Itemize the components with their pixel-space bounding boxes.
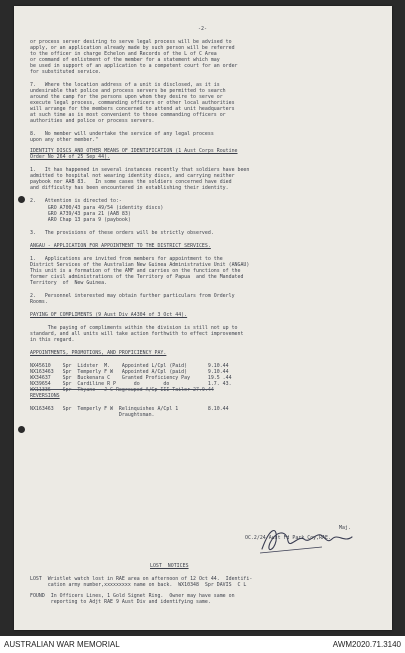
signature-unit: OC.2/24 Aust Fd Park Coy,RAE.	[245, 535, 331, 541]
section-heading-identity-discs-ref: Order No 264 of 25 Sep 44).	[30, 154, 111, 160]
appointment-row: NX163463 Spr Temperly F W Appointed A/Cpl (paid) 9.10.44	[30, 369, 229, 375]
text-line: 3. The provisions of these orders will be strictly observed.	[30, 230, 214, 236]
text-line: authorities and police or process servers.	[30, 118, 155, 124]
text-line: District Services of the Australian New Guinea Administrative Unit (ANGAU)	[30, 262, 250, 268]
text-line: or process server desiring to serve legal process will be advised to	[30, 39, 232, 45]
lost-notice-cont: cation army number,xxxxxxxxx name on back. WX10348 Spr DAVIS C L	[30, 582, 247, 588]
reversion-row-cont: Draughtsman.	[30, 412, 155, 418]
appointment-row: WX34637 Spr Buckenara C Granted Proficiency Pay 19.5 .44	[30, 375, 232, 381]
text-line: 2. Personnel interested may obtain further particulars from Orderly	[30, 293, 235, 299]
text-line: paybook nor AAB 83. In some cases the soldiers concerned have died	[30, 179, 232, 185]
section-heading-lost-notices: LOST NOTICES	[150, 563, 189, 569]
text-line: execute legal process, commanding officers or other local authorities	[30, 100, 235, 106]
text-line: Territory of New Guinea.	[30, 280, 108, 286]
text-line: be used in support of an application to a competent court for an order	[30, 63, 238, 69]
text-line: undesirable that police and process servers be permitted to search	[30, 88, 226, 94]
text-line: 7. Where the location address of a unit is disclosed, as it is	[30, 82, 220, 88]
punch-hole	[18, 196, 25, 203]
section-heading-identity-discs: IDENTITY DISCS AND OTHER MEANS OF IDENTIFICATION (1 Aust Corps Routine	[30, 148, 238, 154]
text-line: for substituted service.	[30, 69, 102, 75]
appointment-row: NX39654 Spr Cardiline R P do do 1.7. 43.	[30, 381, 232, 387]
appointment-row: NX45610 Spr Lidster M. Appointed L/Cpl (Paid) 9.10.44	[30, 363, 229, 369]
text-line: This unit is a formation of the AMF and carries on the functions of the	[30, 268, 241, 274]
lost-notice: LOST Wristlet watch lost in RAE area on afternoon of 12 Oct 44. Identifi-	[30, 576, 253, 582]
found-notice: FOUND In Officers Lines, 1 Gold Signet Ring. Owner may have same on	[30, 593, 235, 599]
text-line: admitted to hospital not wearing identity discs, and carrying neither	[30, 173, 235, 179]
reversion-row: NX163463 Spr Temperly F W Relinquishes A/Cpl 1 8.10.44	[30, 406, 229, 412]
found-notice-cont: reporting to Adjt RAE 9 Aust Div and identifying same.	[30, 599, 211, 605]
text-line: in this regard.	[30, 337, 75, 343]
section-heading-angau: ANGAU - APPLICATION FOR APPOINTMENT TO THE DISTRICT SERVICES.	[30, 243, 211, 249]
text-line: 2. Attention is directed to:-	[30, 198, 122, 204]
footer-accession-number: AWM2020.71.3140	[332, 640, 401, 649]
text-line: standard, and all units will take action forthwith to effect improvement	[30, 331, 244, 337]
text-line: upon any other member."	[30, 137, 99, 143]
text-line: ARO Chap 13 para 9 (paybook)	[30, 217, 131, 223]
text-line: The paying of compliments within the division is still not up to	[30, 325, 238, 331]
section-heading-reversions: REVERSIONS	[30, 393, 60, 399]
text-line: at such time as is most convenient to those commanding officers or	[30, 112, 226, 118]
text-line: will arrange for the members concerned to attend at unit headquarters	[30, 106, 235, 112]
section-heading-compliments: PAYING OF COMPLIMENTS (9 Aust Div A4304 of 3 Oct 44).	[30, 312, 188, 318]
text-line: or command of enlistment of the member for a statement which may	[30, 57, 220, 63]
text-line: around the camp for the persons upon whom they desire to serve or	[30, 94, 223, 100]
footer-bar	[0, 636, 405, 653]
punch-hole	[18, 426, 25, 433]
text-line: former civil administrations of the Territory of Papua and the Mandated	[30, 274, 244, 280]
text-line: 1. It has happened in several instances recently that soldiers have been	[30, 167, 250, 173]
text-line: 1. Applications are invited from members for appointment to the	[30, 256, 223, 262]
document-page	[14, 6, 392, 630]
page-number: -2-	[198, 26, 208, 32]
appointment-row-struck: WX11336 Spr Thyane J C Regrouped A/Gp III Tailor 27.9.44	[30, 387, 214, 393]
text-line: Rooms.	[30, 299, 48, 305]
text-line: apply, or an application already made by such person will be referred	[30, 45, 235, 51]
text-line: 8. No member will undertake the service of any legal process	[30, 131, 214, 137]
text-line: GRO A700/43 para 49/54 (identity discs)	[30, 205, 164, 211]
section-heading-appointments: APPOINTMENTS, PROMOTIONS, AND PROFICIENCY PAY.	[30, 350, 167, 356]
signature-title: Maj.	[339, 525, 351, 531]
footer-source: AUSTRALIAN WAR MEMORIAL	[4, 640, 120, 649]
text-line: GRO A739/43 para 21 (AAB 83)	[30, 211, 131, 217]
text-line: and difficulty has been encountered in establishing their identity.	[30, 185, 229, 191]
text-line: to the officer in charge Echelon and Records of the L of C Area	[30, 51, 217, 57]
